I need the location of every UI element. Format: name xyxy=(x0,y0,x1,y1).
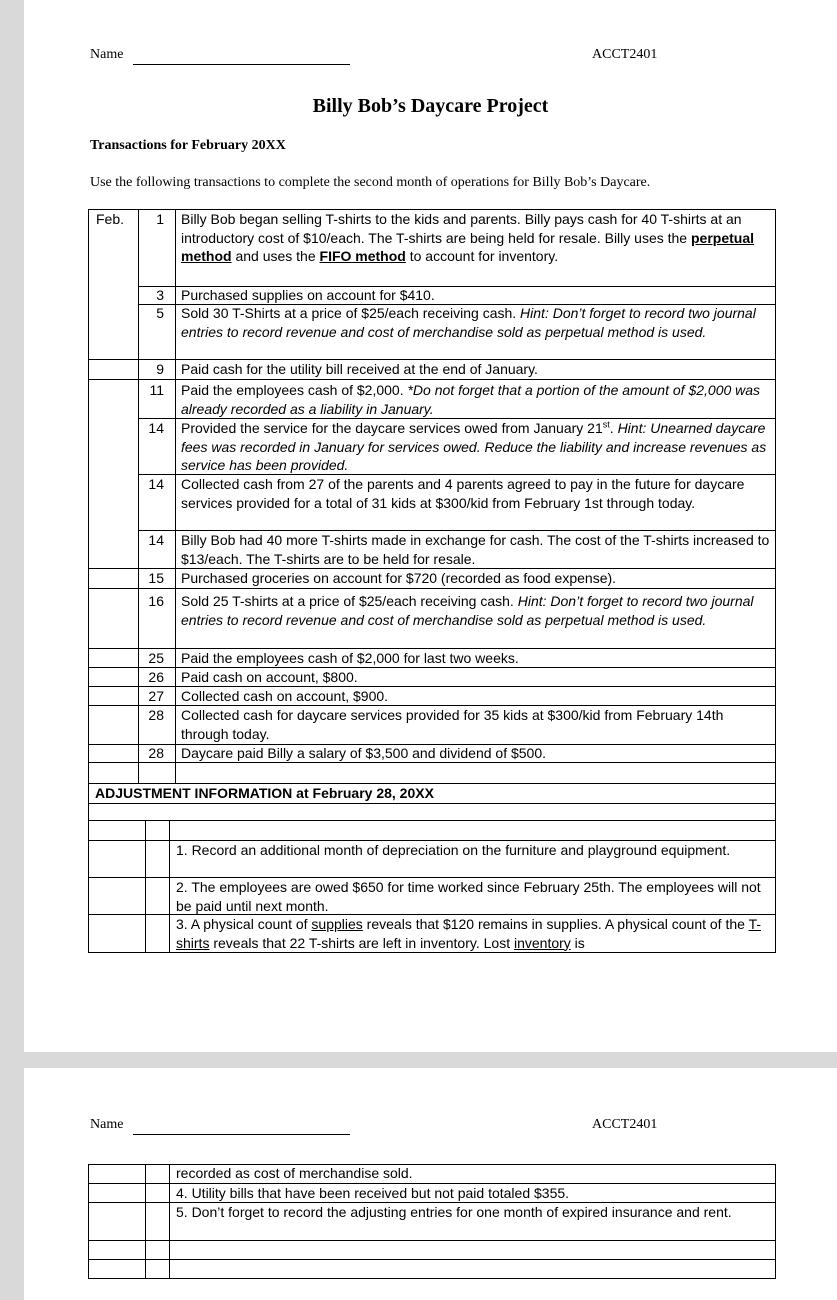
adjustment-item-5: 5. Don’t forget to record the adjusting entries for one month of expired insurance and rent. xyxy=(176,1204,732,1220)
adjustments-heading: ADJUSTMENT INFORMATION at February 28, 20XX xyxy=(95,785,434,801)
name-label: Name xyxy=(90,47,124,62)
transaction-day: 27 xyxy=(148,688,164,704)
transaction-day: 28 xyxy=(148,745,164,761)
adjustment-item-3-continued: recorded as cost of merchandise sold. xyxy=(176,1165,413,1181)
name-blank-line xyxy=(133,64,350,65)
transaction-description: Collected cash from 27 of the parents and 4 parents agreed to pay in the future for daycare services provided for a total of 31 kids at $300/kid from February 1st through today. xyxy=(181,476,745,511)
name-label: Name xyxy=(90,1117,124,1132)
adjustment-item-4: 4. Utility bills that have been received but not paid totaled $355. xyxy=(176,1185,570,1201)
transaction-description: Billy Bob had 40 more T-shirts made in exchange for cash. The cost of the T-shirts increased to $13/each. The T-shirts are to be held for resale. xyxy=(181,532,770,567)
transaction-day: 15 xyxy=(148,570,164,586)
transaction-description: Paid cash for the utility bill received at the end of January. xyxy=(181,361,538,377)
adjustment-item-2: 2. The employees are owed $650 for time worked since February 25th. The employees will not be paid until next month. xyxy=(176,879,761,914)
course-code: ACCT2401 xyxy=(592,1117,658,1132)
adjustment-item-1: 1. Record an additional month of depreciation on the furniture and playground equipment. xyxy=(176,842,731,858)
transaction-description: Paid cash on account, $800. xyxy=(181,669,358,685)
month-label: Feb. xyxy=(96,211,125,227)
transactions-table xyxy=(88,209,776,784)
transaction-day: 14 xyxy=(148,532,164,548)
intro-text: Use the following transactions to complete the second month of operations for Billy Bob’s Daycare. xyxy=(90,175,651,190)
course-code: ACCT2401 xyxy=(592,47,658,62)
transaction-day: 1 xyxy=(156,211,164,227)
adjustments-table xyxy=(88,783,776,953)
transaction-description: Purchased supplies on account for $410. xyxy=(181,287,435,303)
transaction-description: Collected cash on account, $900. xyxy=(181,688,389,704)
transaction-description: Paid the employees cash of $2,000. *Do not forget that a portion of the amount of $2,000 was already recorded as a liability in January. xyxy=(181,382,761,417)
perpetual-method-term: perpetual method xyxy=(181,229,754,264)
transaction-day: 5 xyxy=(156,305,164,321)
transaction-description: Collected cash for daycare services provided for 35 kids at $300/kid from February 14th through today. xyxy=(181,707,724,742)
transaction-description: Paid the employees cash of $2,000 for last two weeks. xyxy=(181,650,519,666)
transactions-subtitle: Transactions for February 20XX xyxy=(90,138,286,153)
transaction-day: 9 xyxy=(156,361,164,377)
adjustment-item-3: 3. A physical count of supplies reveals that $120 remains in supplies. A physical count of the T-shirts reveals that 22 T-shirts are left in inventory. Lost inventory is xyxy=(176,916,762,951)
transaction-description: Daycare paid Billy a salary of $3,500 and dividend of $500. xyxy=(181,745,547,761)
document-page-2 xyxy=(24,1068,837,1300)
transaction-day: 28 xyxy=(148,707,164,723)
transaction-day: 25 xyxy=(148,650,164,666)
name-blank-line xyxy=(133,1134,350,1135)
fifo-method-term: FIFO method xyxy=(319,248,406,264)
transaction-day: 16 xyxy=(148,593,164,609)
transaction-day: 3 xyxy=(156,287,164,303)
adjustments-table-continued xyxy=(88,1164,776,1279)
transaction-day: 14 xyxy=(148,420,164,436)
transaction-day: 26 xyxy=(148,669,164,685)
transaction-description: Purchased groceries on account for $720 (recorded as food expense). xyxy=(181,570,617,586)
transaction-day: 14 xyxy=(148,476,164,492)
transaction-description: Sold 30 T-Shirts at a price of $25/each receiving cash. Hint: Don’t forget to record two journal entries to record revenue and cost of merchandise sold as perpetual method is used. xyxy=(181,305,756,340)
transaction-description: Sold 25 T-shirts at a price of $25/each receiving cash. Hint: Don’t forget to record two journal entries to record revenue and cost of merchandise sold as perpetual method is used. xyxy=(181,593,754,628)
transaction-description: Provided the service for the daycare services owed from January 21st. Hint: Unearned daycare fees was recorded in January for services owed. Reduce the liability and increase revenues as service has been provided. xyxy=(181,419,767,473)
transaction-description: Billy Bob began selling T-shirts to the kids and parents. Billy pays cash for 40 T-shirts at an introductory cost of $10/each. The T-shirts are being held for resale. Billy uses the perpetual method and uses the FIFO method to account for inventory. xyxy=(181,211,754,264)
transaction-day: 11 xyxy=(149,382,164,398)
document-page-1 xyxy=(24,0,837,1052)
page-title: Billy Bob’s Daycare Project xyxy=(312,95,549,117)
